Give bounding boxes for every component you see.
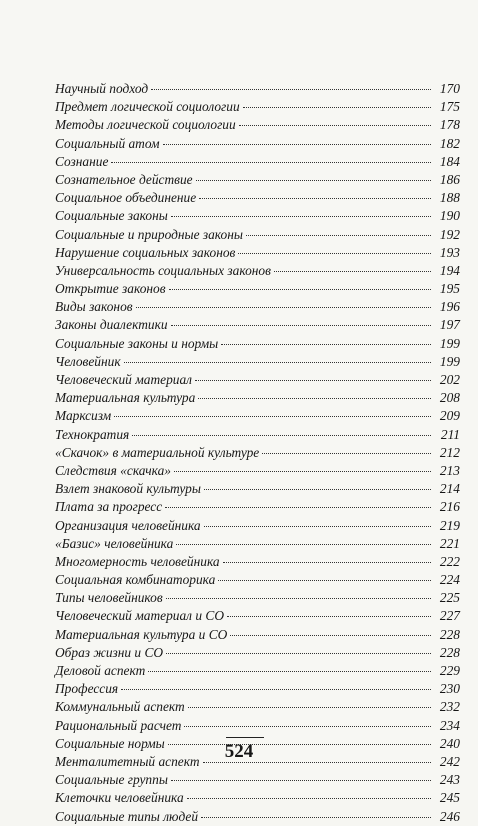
toc-entry-page: 224	[439, 572, 460, 588]
dot-leader	[136, 307, 431, 308]
dot-leader	[184, 726, 431, 727]
dot-leader	[166, 598, 431, 599]
toc-entry-page: 227	[439, 608, 460, 624]
toc-entry-page: 225	[439, 590, 460, 606]
toc-entry	[55, 262, 460, 280]
dot-leader	[124, 362, 431, 363]
toc-entry-page: 214	[439, 481, 460, 497]
toc-entry-title: Социальное объединение	[55, 190, 197, 206]
toc-entry	[55, 298, 460, 316]
toc-entry-title: Виды законов	[55, 299, 133, 315]
dot-leader	[221, 344, 431, 345]
toc-entry	[55, 371, 460, 389]
toc-entry	[55, 426, 460, 444]
dot-leader	[166, 653, 431, 654]
toc-entry-page: 196	[439, 299, 460, 315]
toc-entry-title: Человеческий материал и СО	[55, 608, 224, 624]
toc-entry-page: 193	[439, 244, 460, 260]
toc-entry-title: Социальный атом	[55, 135, 160, 151]
toc-entry-page: 199	[439, 335, 460, 351]
toc-entry-title: Человеческий материал	[55, 372, 192, 387]
toc-entry-title: Образ жизни и СО	[55, 644, 164, 660]
dot-leader	[171, 216, 431, 217]
toc-entry-title: Методы логической социологии	[55, 117, 236, 133]
dot-leader	[201, 817, 431, 818]
toc-entry	[55, 407, 460, 425]
toc-entry-title: Сознательное действие	[55, 171, 193, 187]
dot-leader	[171, 325, 431, 326]
page-number: 524	[224, 741, 254, 762]
toc-entry	[55, 244, 460, 262]
toc-entry	[55, 480, 460, 498]
toc-entry	[55, 808, 460, 826]
toc-entry-title: Универсальность социальных законов	[55, 262, 271, 278]
toc-entry-title: Социальные законы и нормы	[55, 335, 219, 351]
dot-leader	[274, 271, 431, 272]
toc-entry-page: 190	[439, 208, 460, 224]
toc-entry-page: 245	[439, 790, 460, 806]
toc-entry	[55, 662, 460, 680]
toc-entry-page: 175	[439, 99, 460, 115]
toc-entry	[55, 226, 460, 244]
toc-entry-title: Клеточки человейника	[55, 790, 184, 806]
toc-entry-page: 192	[439, 226, 460, 242]
toc-entry-title: Сознание	[55, 153, 109, 169]
dot-leader	[204, 489, 431, 490]
dot-leader	[171, 780, 431, 781]
toc-entry-page: 184	[439, 153, 460, 169]
toc-entry	[55, 98, 460, 116]
toc-entry-page: 186	[439, 171, 460, 187]
toc-entry	[55, 135, 460, 153]
dot-leader	[262, 453, 431, 454]
dot-leader	[246, 235, 431, 236]
toc-entry	[55, 153, 460, 171]
toc-entry	[55, 316, 460, 334]
toc-entry	[55, 389, 460, 407]
dot-leader	[121, 689, 431, 690]
toc-entry	[55, 553, 460, 571]
dot-leader	[148, 671, 431, 672]
dot-leader	[218, 580, 431, 581]
toc-entry-title: Социальные законы	[55, 208, 168, 224]
toc-entry-title: Многомерность человейника	[55, 553, 220, 569]
toc-entry	[55, 171, 460, 189]
toc-entry	[55, 517, 460, 535]
toc-entry-title: Материальная культура	[55, 390, 196, 406]
dot-leader	[198, 398, 431, 399]
dot-leader	[188, 707, 431, 708]
toc-entry-page: 212	[439, 444, 460, 460]
toc-entry-page: 222	[439, 553, 460, 569]
toc-entry-title: Законы диалектики	[55, 317, 168, 333]
toc-entry-title: Социальные группы	[55, 772, 168, 788]
toc-entry	[55, 698, 460, 716]
toc-entry	[55, 644, 460, 662]
toc-entry	[55, 589, 460, 607]
dot-leader	[227, 616, 431, 617]
dot-leader	[169, 289, 431, 290]
toc-entry	[55, 571, 460, 589]
toc-entry-page: 246	[439, 808, 460, 824]
toc-entry	[55, 280, 460, 298]
toc-entry-page: 202	[439, 372, 460, 387]
footer-rule	[226, 737, 264, 738]
toc-entry	[55, 335, 460, 353]
toc-entry-page: 209	[439, 408, 460, 424]
toc-entry-page: 182	[439, 135, 460, 151]
toc-entry	[55, 444, 460, 462]
dot-leader	[195, 380, 431, 381]
dot-leader	[196, 180, 431, 181]
toc-entry-page: 228	[439, 626, 460, 642]
dot-leader	[223, 562, 431, 563]
toc-entry-title: Научный подход	[55, 81, 149, 96]
dot-leader	[199, 198, 431, 199]
toc-entry-title: Социальные и природные законы	[55, 226, 243, 242]
toc-entry-page: 219	[439, 517, 460, 533]
toc-entry-title: Менталитетный аспект	[55, 753, 200, 769]
toc-entry-title: Профессия	[55, 681, 119, 697]
dot-leader	[132, 435, 431, 436]
toc-entry	[55, 189, 460, 207]
dot-leader	[204, 526, 431, 527]
toc-entry-page: 197	[439, 317, 460, 333]
toc-entry-page: 216	[439, 499, 460, 515]
toc-entry-title: Следствия «скачка»	[55, 462, 171, 478]
toc-entry-page: 232	[439, 699, 460, 715]
dot-leader	[163, 144, 431, 145]
toc-entry	[55, 626, 460, 644]
toc-entry-title: Взлет знаковой культуры	[55, 481, 201, 497]
toc-entry-page: 195	[439, 281, 460, 297]
toc-entry-title: Марксизм	[55, 408, 112, 424]
toc-entry	[55, 462, 460, 480]
toc-entry	[55, 80, 460, 98]
toc-entry-page: 234	[439, 717, 460, 733]
toc-entry	[55, 789, 460, 807]
toc-entry-page: 170	[439, 81, 460, 96]
toc-entry-title: «Скачок» в материальной культуре	[55, 444, 260, 460]
toc-entry-page: 178	[439, 117, 460, 133]
toc-entry-title: Социальные типы людей	[55, 808, 199, 824]
dot-leader	[238, 253, 431, 254]
toc-entry-title: Предмет логической социологии	[55, 99, 240, 115]
toc-entry	[55, 717, 460, 735]
toc-entry-title: «Базис» человейника	[55, 535, 174, 551]
toc-entry	[55, 207, 460, 225]
dot-leader	[174, 471, 431, 472]
dot-leader	[165, 507, 431, 508]
dot-leader	[187, 798, 431, 799]
toc-entry	[55, 535, 460, 553]
toc-entry-title: Социальные нормы	[55, 735, 165, 751]
toc-entry-page: 208	[439, 390, 460, 406]
toc-entry-title: Социальная комбинаторика	[55, 572, 216, 588]
toc-entry-title: Типы человейников	[55, 590, 163, 606]
toc-entry-page: 213	[439, 462, 460, 478]
toc-entry-page: 240	[439, 735, 460, 751]
toc-entry	[55, 607, 460, 625]
toc-entry-title: Технократия	[55, 426, 130, 442]
toc-entry-title: Деловой аспект	[55, 663, 146, 678]
dot-leader	[243, 107, 431, 108]
toc-entry	[55, 498, 460, 516]
toc-entry-title: Организация человейника	[55, 517, 201, 533]
dot-leader	[114, 416, 431, 417]
toc-entry-page: 221	[439, 535, 460, 551]
toc-entry-title: Плата за прогресс	[55, 499, 163, 515]
dot-leader	[151, 89, 431, 90]
toc-entry-page: 211	[440, 426, 460, 442]
toc-entry-title: Рациональный расчет	[55, 717, 182, 733]
toc-entry-page: 242	[439, 753, 460, 769]
table-of-contents	[55, 80, 460, 826]
dot-leader	[230, 635, 431, 636]
toc-entry-page: 229	[439, 663, 460, 678]
toc-entry	[55, 116, 460, 134]
dot-leader	[111, 162, 431, 163]
toc-entry-page: 199	[439, 353, 460, 369]
toc-entry-title: Нарушение социальных законов	[55, 244, 236, 260]
dot-leader	[176, 544, 431, 545]
toc-entry-page: 230	[439, 681, 460, 697]
toc-entry-title: Человейник	[55, 353, 121, 369]
toc-entry-page: 228	[439, 644, 460, 660]
dot-leader	[239, 125, 431, 126]
toc-entry-title: Открытие законов	[55, 281, 166, 297]
toc-entry	[55, 353, 460, 371]
toc-entry	[55, 771, 460, 789]
toc-entry	[55, 680, 460, 698]
toc-entry-page: 243	[439, 772, 460, 788]
toc-entry-title: Материальная культура и СО	[55, 626, 228, 642]
toc-entry-title: Коммунальный аспект	[55, 699, 185, 715]
toc-entry-page: 194	[439, 262, 460, 278]
toc-entry-page: 188	[439, 190, 460, 206]
